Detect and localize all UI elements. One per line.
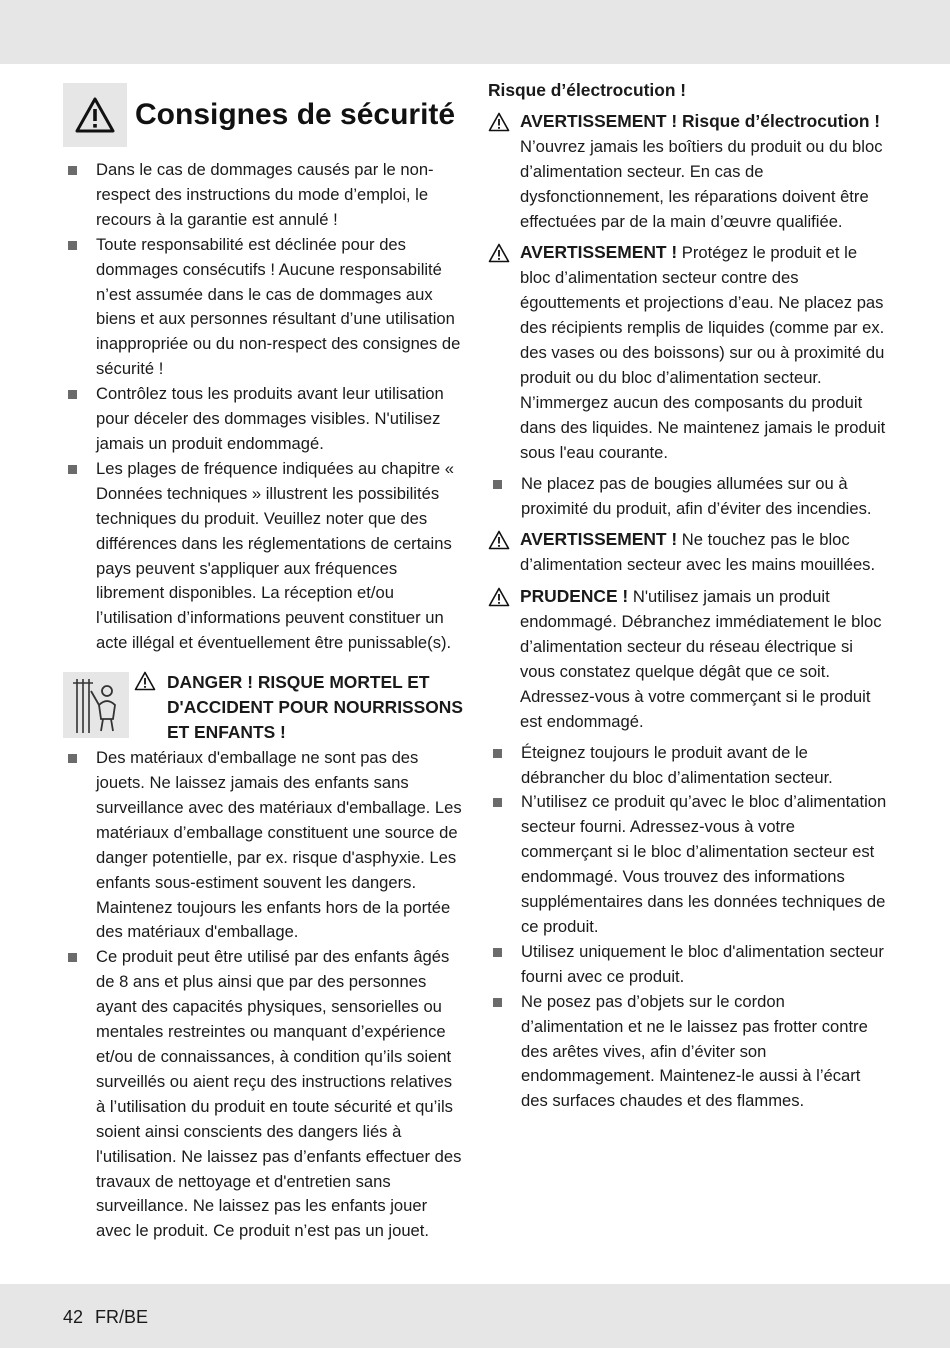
warning-icon (488, 530, 510, 550)
section-subheading: Risque d’électrocution ! (488, 80, 687, 100)
page-title: Consignes de sécurité (135, 98, 456, 131)
list-item: Les plages de fréquence indiquées au chapitre « Données techniques » illustrent les possibilités techniques du produit. Veuillez noter que des différences dans les réglementations de certains pays peuvent s'appliquer aux fréquences librement disponibles. La réception et/ou l’utilisation d’informations peuvent constituer un acte illégal et éventuellement être punissable(s). (63, 457, 465, 656)
list-item: N’utilisez ce produit qu’avec le bloc d’alimentation secteur fourni. Adressez-vous à votre commerçant si le bloc d’alimentation secteur est endommagé. Vous trouvez des informations supplémentaires dans les données techniques de ce produit. (488, 790, 888, 939)
left-column (63, 78, 465, 1244)
warning-icon (488, 587, 510, 607)
warning-icon (134, 671, 156, 691)
list-item: Contrôlez tous les produits avant leur utilisation pour déceler des dommages visibles. N'utilisez jamais un produit endommagé. (63, 382, 465, 457)
page-footer (63, 1305, 160, 1329)
list-item: Des matériaux d'emballage ne sont pas des jouets. Ne laissez jamais des enfants sans surveillance avec des matériaux d'emballage. Les matériaux d’emballage constituent une source de danger potentielle, par ex. risque d'asphyxie. Les enfants sous-estiment souvent les dangers. Maintenez toujours les enfants hors de la portée des matériaux d'emballage. (63, 746, 465, 945)
page-number: 42 (63, 1307, 84, 1327)
list-item: Utilisez uniquement le bloc d'alimentation secteur fourni avec ce produit. (488, 940, 888, 990)
section-header (63, 83, 465, 151)
list-item: Ce produit peut être utilisé par des enfants âgés de 8 ans et plus ainsi que par des personnes ayant des capacités physiques, sensorielles ou mentales restreintes ou manquant d’expérience et/ou de connaissances, à condition qu’ils soient surveillés ou aient reçu des instructions relatives à l’utilisation du produit en toute sécurité et qu’ils soient ainsi conscients des dangers liés à l'utilisation. Ne laissez pas d’enfants effectuer des travaux de nettoyage et d'entretien sans surveillance. Ne laissez pas les enfants jouer avec le produit. Ce produit n’est pas un jouet. (63, 945, 465, 1244)
list-item: Toute responsabilité est déclinée pour des dommages consécutifs ! Aucune responsabilité n’est assumée dans le cas de dommages aux biens et aux personnes résultant d’une utilisation inappropriée ou du non-respect des consignes de sécurité ! (63, 233, 465, 382)
list-item: Éteignez toujours le produit avant de le débrancher du bloc d’alimentation secteur. (488, 741, 888, 791)
danger-heading: DANGER ! RISQUE MORTEL ET D'ACCIDENT POUR NOURRISSONS ET ENFANTS ! (167, 672, 463, 743)
warning-icon (488, 243, 510, 263)
list-item: Dans le cas de dommages causés par le non-respect des instructions du mode d’emploi, le recours à la garantie est annulé ! (63, 158, 465, 233)
caution-block: PRUDENCE ! N'utilisez jamais un produit endommagé. Débranchez immédiatement le bloc d’alimentation secteur du réseau électrique si vous constatez quelque dégât que ce soit. Adressez-vous à votre commerçant si le produit est endommagé. (488, 584, 888, 734)
list-item: Ne posez pas d’objets sur le cordon d’alimentation et ne le laissez pas frotter contre des arêtes vives, afin d’éviter son endommagement. Maintenez-le aussi à l’écart des surfaces chaudes et des flammes. (488, 990, 888, 1115)
warning-block: AVERTISSEMENT ! Ne touchez pas le bloc d’alimentation secteur avec les mains mouillées. (488, 527, 888, 578)
right-column (488, 78, 888, 1114)
list-item: Ne placez pas de bougies allumées sur ou à proximité du produit, afin d’éviter des incendies. (488, 472, 888, 522)
warning-icon (488, 112, 510, 132)
danger-notice (63, 670, 465, 746)
header-band (0, 0, 950, 64)
warning-icon (63, 83, 127, 147)
child-safety-icon (63, 672, 129, 738)
warning-block: AVERTISSEMENT ! Protégez le produit et le bloc d’alimentation secteur contre des égouttements et projections d’eau. Ne placez pas des récipients remplis de liquides (comme par ex. des vases ou des boissons) sur ou à proximité du produit ou du bloc d’alimentation secteur. N’immergez aucun des composants du produit dans des liquides. Ne maintenez jamais le produit sous l'eau courante. (488, 240, 888, 465)
locale-label: FR/BE (95, 1307, 149, 1327)
warning-block: AVERTISSEMENT ! Risque d’électrocution ! N’ouvrez jamais les boîtiers du produit ou du bloc d’alimentation secteur. En cas de dysfonctionnement, les réparations doivent être effectuées par de la main d’œuvre qualifiée. (488, 109, 888, 235)
